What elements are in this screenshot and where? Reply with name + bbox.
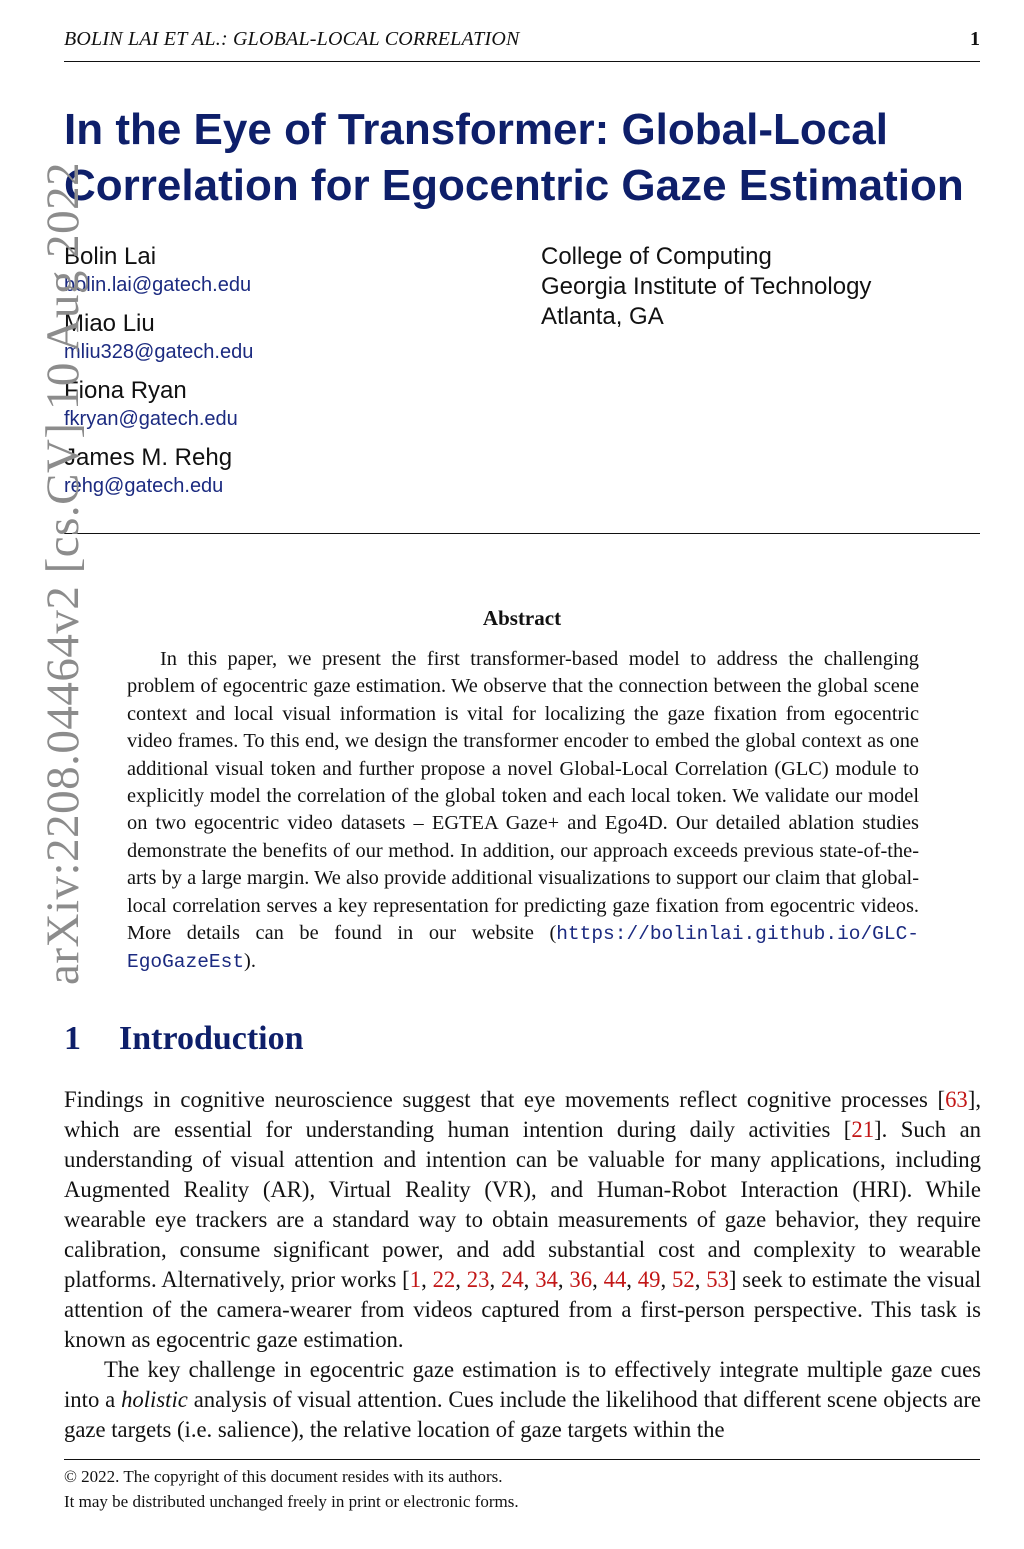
title-divider-rule	[64, 533, 980, 534]
section-number: 1	[64, 1020, 81, 1057]
running-header-title: BOLIN LAI ET AL.: GLOBAL-LOCAL CORRELATION	[64, 28, 520, 50]
author-name: James M. Rehg	[64, 444, 233, 471]
citation-link[interactable]: 49	[637, 1267, 661, 1292]
abstract-body-text: In this paper, we present the first transformer-based model to address the challenging problem of egocentric gaze estimation. We observe that the connection between the global scene context and local visual information is vital for localizing the gaze fixation from egocentric video frames. To this end, we design the transformer encoder to embed the global context as one additional visual token and further propose a novel Global-Local Correlation (GLC) module to explicitly model the correlation of the global token and each local token. We validate our model on two egocentric video datasets – EGTEA Gaze+ and Ego4D. Our detailed ablation studies demonstrate the benefits of our method. In addition, our approach exceeds previous state-of-the-arts by a large margin. We also provide additional visualizations to support our claim that global-local correlation serves a key representation for predicting gaze fixation from egocentric videos. More details can be found in our website (	[127, 648, 919, 945]
citation-link[interactable]: 21	[851, 1117, 875, 1142]
author-name: Bolin Lai	[64, 243, 157, 270]
footnote-line: © 2022. The copyright of this document resides with its authors.	[64, 1467, 503, 1486]
arxiv-stamp: arXiv:2208.04464v2 [cs.CV] 10 Aug 2022	[37, 161, 89, 985]
introduction-body	[64, 1085, 981, 1445]
author-list	[64, 242, 253, 510]
citation-link[interactable]: 36	[569, 1267, 593, 1292]
project-website-link[interactable]: https://bolinlai.github.io/GLC-EgoGazeEst	[127, 923, 919, 974]
affiliation-line: Atlanta, GA	[541, 303, 664, 330]
paragraph	[64, 1355, 981, 1445]
section-title: Introduction	[119, 1020, 304, 1057]
citation-link[interactable]: 52	[672, 1267, 695, 1292]
text-run: ], which are essential for understanding human intention during daily activities [	[64, 1087, 981, 1142]
paper-title	[64, 102, 984, 214]
author-block	[64, 376, 253, 432]
author-block	[64, 443, 253, 499]
footnote-rule	[64, 1459, 980, 1460]
author-email-link[interactable]: rehg@gatech.edu	[64, 475, 224, 497]
affiliation-line: College of Computing	[541, 243, 772, 270]
paragraph: Findings in cognitive neuroscience suggest that eye movements reflect cognitive processes [63], which are essential for understanding human intention during daily activities [21]. Such an understanding of visual attention and intention can be valuable for many applications, including Augmented Reality (AR), Virtual Reality (VR), and Human-Robot Interaction (HRI). While wearable eye trackers are a standard way to obtain measurements of gaze behavior, they require calibration, consume significant power, and add substantial cost and complexity to wearable platforms. Alternatively, prior works [1, 22, 23, 24, 34, 36, 44, 49, 52, 53] seek to estimate the visual attention of the camera-wearer from videos captured from a first-person perspective. This task is known as egocentric gaze estimation.	[64, 1087, 982, 1352]
author-block	[64, 309, 253, 365]
text-run: ]. Such an understanding of visual attention and intention can be valuable for many applications, including Augmented Reality (AR), Virtual Reality (VR), and Human-Robot Interaction (HRI). While wearable eye trackers are a standard way to obtain measurements of gaze behavior, they require calibration, consume significant power, and add substantial cost and complexity to wearable platforms. Alternatively, prior works [	[64, 1117, 981, 1292]
affiliation-line: Georgia Institute of Technology	[541, 273, 872, 300]
citation-link[interactable]: 22	[432, 1267, 456, 1292]
text-run: ] seek to estimate the visual attention of the camera-wearer from videos captured from a first-person perspective. This task is known as egocentric gaze estimation.	[64, 1267, 982, 1352]
citation-link[interactable]: 63	[945, 1087, 968, 1112]
text-run: Findings in cognitive neuroscience suggest that eye movements reflect cognitive processes [	[64, 1087, 946, 1112]
abstract-text	[127, 646, 919, 977]
page-number: 1	[970, 28, 980, 50]
abstract-heading: Abstract	[482, 606, 562, 630]
copyright-footnote	[64, 1464, 519, 1514]
affiliation	[541, 242, 871, 332]
author-email-link[interactable]: bolin.lai@gatech.edu	[64, 274, 252, 296]
title-line-2: Correlation for Egocentric Gaze Estimation	[64, 161, 964, 210]
author-email-link[interactable]: mliu328@gatech.edu	[64, 341, 254, 363]
citation-link[interactable]: 34	[535, 1267, 558, 1292]
section-heading	[64, 1020, 304, 1058]
citation-link[interactable]: 44	[603, 1267, 627, 1292]
header-rule	[64, 61, 980, 62]
citation-link[interactable]: 53	[706, 1267, 729, 1292]
text-run: The key challenge in egocentric gaze estimation is to effectively integrate multiple gaze cues into a	[64, 1357, 981, 1412]
text-run: analysis of visual attention. Cues include the likelihood that different scene objects are gaze targets (i.e. salience), the relative location of gaze targets within the	[64, 1387, 981, 1442]
author-name: Fiona Ryan	[64, 377, 187, 404]
title-line-1: In the Eye of Transformer: Global-Local	[64, 105, 888, 154]
citation-link[interactable]: 23	[466, 1267, 490, 1292]
author-email-link[interactable]: fkryan@gatech.edu	[64, 408, 238, 430]
author-block	[64, 242, 253, 298]
citation-link[interactable]: 24	[500, 1267, 524, 1292]
author-name: Miao Liu	[64, 310, 155, 337]
emphasis: holistic	[121, 1387, 188, 1412]
footnote-line: It may be distributed unchanged freely in print or electronic forms.	[64, 1492, 519, 1511]
abstract-closing: ).	[244, 950, 256, 973]
citation-link[interactable]: 1	[409, 1267, 422, 1292]
